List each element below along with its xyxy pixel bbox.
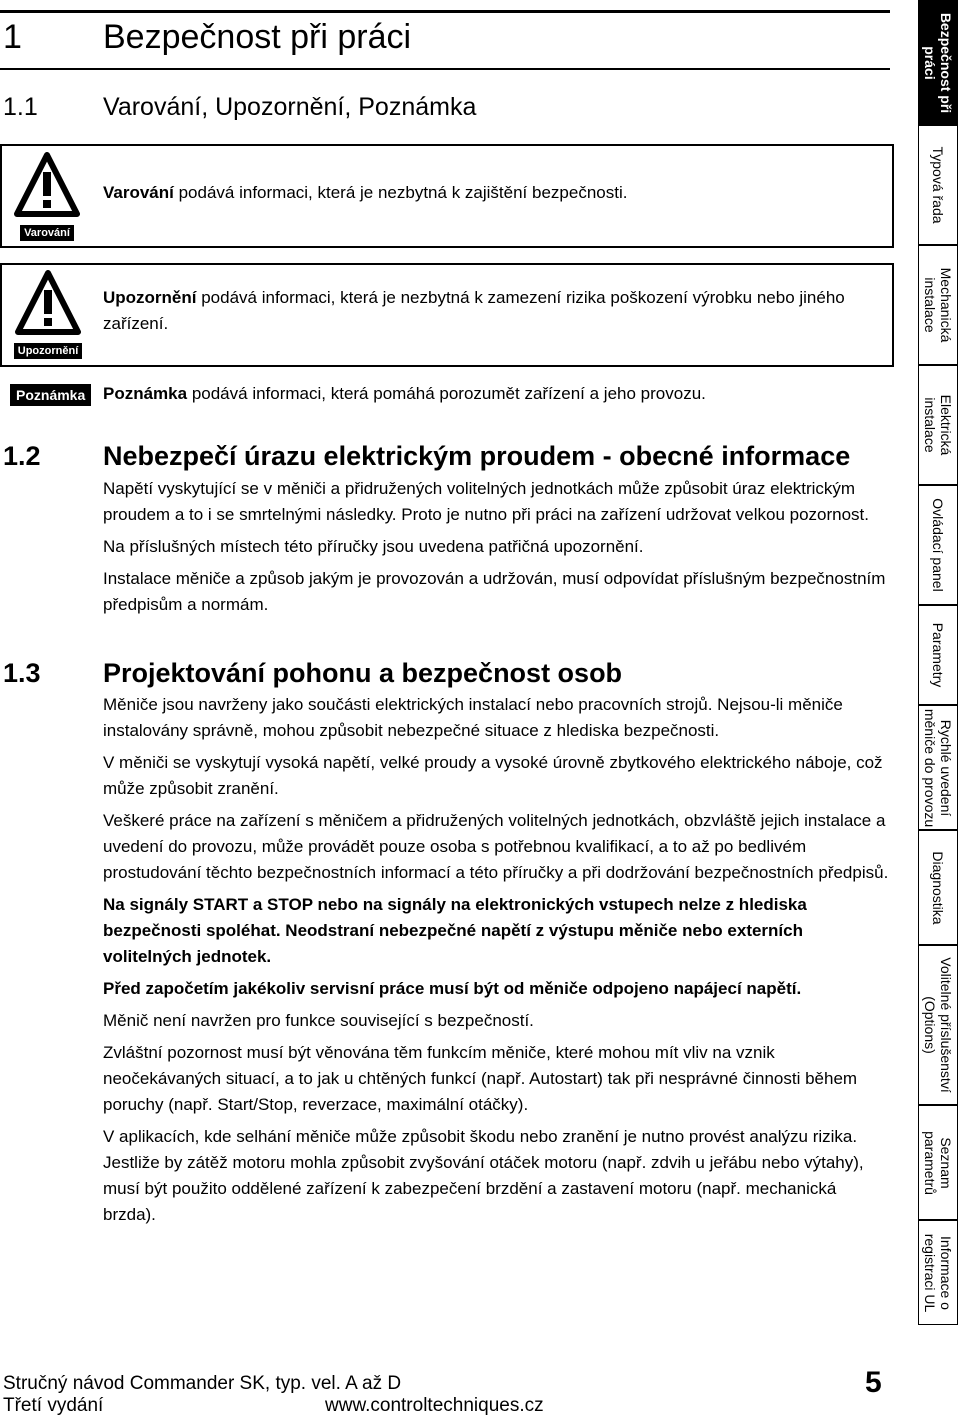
- note-text: [103, 381, 883, 407]
- warning-text: [103, 180, 873, 206]
- section-1-2-title: Nebezpečí úrazu elektrickým proudem - obecné informace: [103, 441, 851, 471]
- tab-mechanicka-instalace[interactable]: Mechanická instalace: [918, 245, 958, 365]
- chapter-tabs: [918, 0, 960, 1325]
- warning-symbol: [10, 152, 84, 241]
- tab-parametry[interactable]: Parametry: [918, 605, 958, 705]
- paragraph: Na příslušných místech této příručky jsou uvedena patřičná upozornění.: [103, 537, 644, 556]
- footer-edition: Třetí vydání: [3, 1395, 104, 1416]
- chapter-title: Bezpečnost při práci: [103, 18, 412, 56]
- section-1-2-body: [103, 476, 893, 624]
- section-1-3-title: Projektování pohonu a bezpečnost osob: [103, 658, 623, 688]
- section-1-2-number: 1.2: [3, 441, 41, 471]
- section-1-3-body: [103, 692, 893, 1234]
- section-1-1-number: 1.1: [3, 93, 38, 121]
- section-1-3-number: 1.3: [3, 658, 41, 688]
- caution-lead: Upozornění: [103, 288, 197, 307]
- caution-text: [103, 285, 873, 337]
- warning-lead: Varování: [103, 183, 174, 202]
- paragraph: Instalace měniče a způsob jakým je provozován a udržován, musí odpovídat příslušným bezpečnostním předpisům a normám.: [103, 569, 886, 614]
- tab-informace-ul[interactable]: Informace o registraci UL: [918, 1220, 958, 1325]
- caution-symbol: [8, 270, 88, 359]
- warning-body: podává informaci, která je nezbytná k zajištění bezpečnosti.: [173, 183, 628, 202]
- paragraph-bold: Na signály START a STOP nebo na signály na elektronických vstupech nelze z hlediska bezpečnosti spoléhat. Neodstraní nebezpečné napětí z výstupu měniče nebo externích volitelných jednotek.: [103, 895, 807, 966]
- paragraph: Zvláštní pozornost musí být věnována těm funkcím měniče, které mohou mít vliv na vznik neočekávaných situací, a to jak u chtěných funkcí (např. Autostart) tak při nesprávné činnosti během poruchy (např. Start/Stop, reverzace, maximální otáčky).: [103, 1043, 858, 1114]
- caution-badge: Upozornění: [14, 343, 83, 359]
- paragraph-bold: Před započetím jakékoliv servisní práce musí být od měniče odpojeno napájecí napětí.: [103, 979, 802, 998]
- paragraph: Veškeré práce na zařízení s měničem a přidružených volitelných jednotkách, obzvláště jejich instalace a uvedení do provozu, může provádět pouze osoba s potřebnou kvalifikací, a to až po bedlivém prostudování těchto bezpečnostních informací a této příručky a při dodržování bezpečnostních předpisů.: [103, 811, 889, 882]
- paragraph: V aplikacích, kde selhání měniče může způsobit škodu nebo zranění je nutno provést analýzu rizika. Jestliže by zátěž motoru mohla způsobit zvyšování otáček motoru (např. zdvih u jeřábu nebo výtahy), musí být použito oddělené zařízení k zabezpečení brzdění a zastavení motoru (např. mechanická brzda).: [103, 1127, 864, 1224]
- paragraph: V měniči se vyskytují vysoká napětí, velké proudy a vysoké úrovně zbytkového elektrického náboje, což může způsobit zranění.: [103, 753, 883, 798]
- tab-seznam-parametru[interactable]: Seznam parametrů: [918, 1105, 958, 1220]
- paragraph: Napětí vyskytující se v měniči a přidružených volitelných jednotkách může způsobit úraz elektrickým proudem a to i se smrtelnými následky. Proto je nutno při práci na zařízení udržovat velkou pozornost.: [103, 479, 870, 524]
- tab-bezpecnost[interactable]: Bezpečnost při práci: [918, 0, 958, 125]
- section-1-1-title: Varování, Upozornění, Poznámka: [103, 93, 477, 121]
- footer-url[interactable]: www.controltechniques.cz: [325, 1395, 544, 1416]
- note-lead: Poznámka: [103, 384, 188, 403]
- top-rule: [0, 10, 890, 13]
- tab-ovladaci-panel[interactable]: Ovládací panel: [918, 485, 958, 605]
- chapter-number: 1: [3, 18, 22, 56]
- paragraph: Měniče jsou navrženy jako součásti elektrických instalací nebo pracovních strojů. Nejsou-li měniče instalovány správně, mohou způsobit nebezpečné situace z hlediska bezpečnosti.: [103, 695, 843, 740]
- tab-typova-rada[interactable]: Typová řada: [918, 125, 958, 245]
- caution-body: podává informaci, která je nezbytná k zamezení rizika poškození výrobku nebo jiného zařízení.: [103, 288, 845, 333]
- tab-elektricka-instalace[interactable]: Elektrická instalace: [918, 365, 958, 485]
- note-badge-wrap: [10, 384, 91, 406]
- tab-diagnostika[interactable]: Diagnostika: [918, 830, 958, 945]
- warning-triangle-icon: [14, 152, 80, 218]
- caution-triangle-icon: [15, 270, 81, 336]
- note-body: podává informaci, která pomáhá porozumět zařízení a jeho provozu.: [187, 384, 706, 403]
- tab-rychle-uvedeni[interactable]: Rychlé uvedení měniče do provozu: [918, 705, 958, 830]
- page-number: 5: [865, 1366, 882, 1399]
- paragraph: Měnič není navržen pro funkce související s bezpečností.: [103, 1011, 534, 1030]
- note-badge: Poznámka: [10, 384, 91, 406]
- footer-title: Stručný návod Commander SK, typ. vel. A až D: [3, 1373, 402, 1394]
- heading-rule: [0, 68, 890, 70]
- tab-volitelne-prislusenstvi[interactable]: Volitelné příslušenství (Options): [918, 945, 958, 1105]
- warning-badge: Varování: [20, 225, 74, 241]
